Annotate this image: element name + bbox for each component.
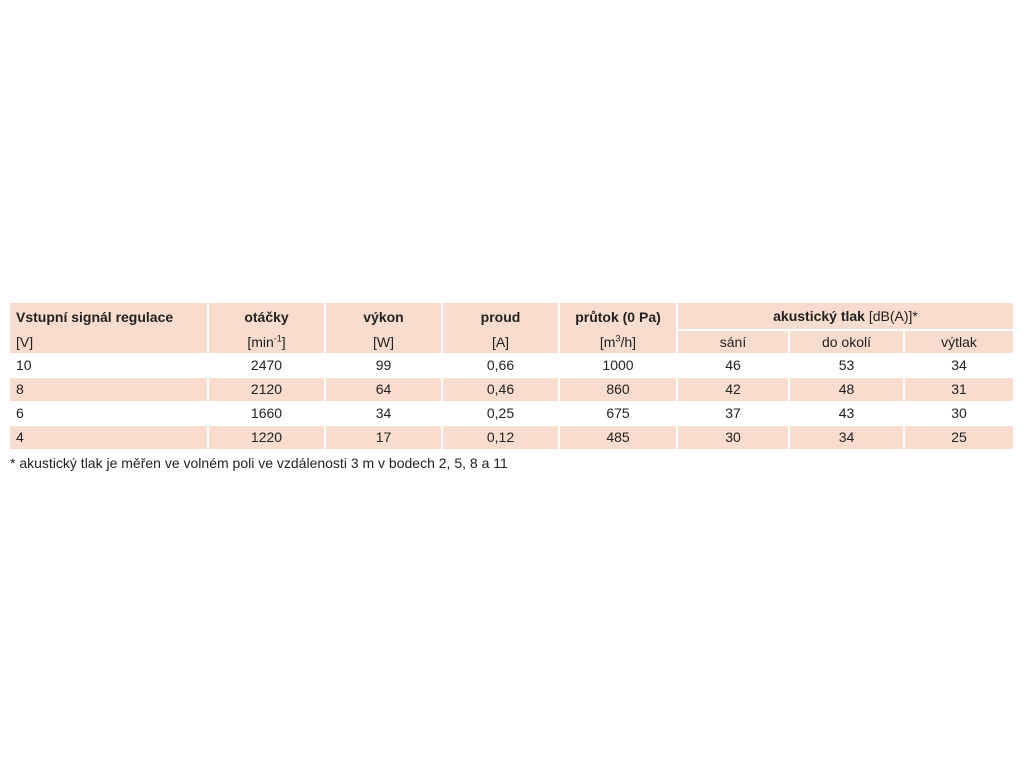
header-flow-title: průtok (0 Pa) xyxy=(560,303,678,331)
cell-current: 0,12 xyxy=(443,425,560,449)
table-row xyxy=(10,401,1013,425)
cell-ambient: 43 xyxy=(790,401,905,425)
cell-suction: 46 xyxy=(678,353,790,377)
header-rpm-title: otáčky xyxy=(209,303,326,331)
header-signal-title: Vstupní signál regulace xyxy=(10,303,209,331)
header-rpm-unit xyxy=(209,331,326,353)
table-row xyxy=(10,377,1013,401)
rpm-unit-sup: -1 xyxy=(273,333,282,344)
cell-power: 99 xyxy=(326,353,443,377)
cell-power: 34 xyxy=(326,401,443,425)
rpm-unit-post: ] xyxy=(281,334,286,350)
table-row xyxy=(10,353,1013,377)
cell-flow: 675 xyxy=(560,401,678,425)
cell-power: 17 xyxy=(326,425,443,449)
cell-flow: 860 xyxy=(560,377,678,401)
cell-current: 0,46 xyxy=(443,377,560,401)
cell-rpm: 2120 xyxy=(209,377,326,401)
cell-ambient: 48 xyxy=(790,377,905,401)
performance-table xyxy=(10,303,1013,449)
cell-discharge: 34 xyxy=(905,353,1013,377)
header-acoustic-unit: [dB(A)]* xyxy=(864,308,918,324)
cell-signal: 4 xyxy=(10,425,209,449)
footnote: * akustický tlak je měřen ve volném poli ve vzdálenosti 3 m v bodech 2, 5, 8 a 11 xyxy=(10,455,508,471)
cell-discharge: 31 xyxy=(905,377,1013,401)
cell-rpm: 2470 xyxy=(209,353,326,377)
cell-ambient: 53 xyxy=(790,353,905,377)
header-power-unit: [W] xyxy=(326,331,443,353)
header-acoustic-label: akustický tlak xyxy=(773,308,865,324)
header-suction: sání xyxy=(678,331,790,353)
header-row-1 xyxy=(10,303,1013,331)
cell-power: 64 xyxy=(326,377,443,401)
header-discharge: výtlak xyxy=(905,331,1013,353)
cell-discharge: 25 xyxy=(905,425,1013,449)
cell-signal: 8 xyxy=(10,377,209,401)
cell-signal: 6 xyxy=(10,401,209,425)
header-current-unit: [A] xyxy=(443,331,560,353)
header-ambient: do okolí xyxy=(790,331,905,353)
header-signal-unit: [V] xyxy=(10,331,209,353)
cell-suction: 42 xyxy=(678,377,790,401)
cell-signal: 10 xyxy=(10,353,209,377)
header-power-title: výkon xyxy=(326,303,443,331)
header-flow-unit xyxy=(560,331,678,353)
cell-rpm: 1660 xyxy=(209,401,326,425)
flow-unit-sup: 3 xyxy=(615,333,621,344)
header-acoustic-group xyxy=(678,303,1013,331)
cell-ambient: 34 xyxy=(790,425,905,449)
flow-unit-pre: [m xyxy=(599,334,616,350)
table-row xyxy=(10,425,1013,449)
cell-rpm: 1220 xyxy=(209,425,326,449)
cell-flow: 485 xyxy=(560,425,678,449)
header-current-title: proud xyxy=(443,303,560,331)
cell-suction: 30 xyxy=(678,425,790,449)
rpm-unit-pre: [min xyxy=(247,334,274,350)
flow-unit-post: /h] xyxy=(620,334,637,350)
performance-table-container xyxy=(10,303,1013,471)
cell-current: 0,66 xyxy=(443,353,560,377)
cell-flow: 1000 xyxy=(560,353,678,377)
cell-current: 0,25 xyxy=(443,401,560,425)
cell-discharge: 30 xyxy=(905,401,1013,425)
header-row-2 xyxy=(10,331,1013,353)
cell-suction: 37 xyxy=(678,401,790,425)
